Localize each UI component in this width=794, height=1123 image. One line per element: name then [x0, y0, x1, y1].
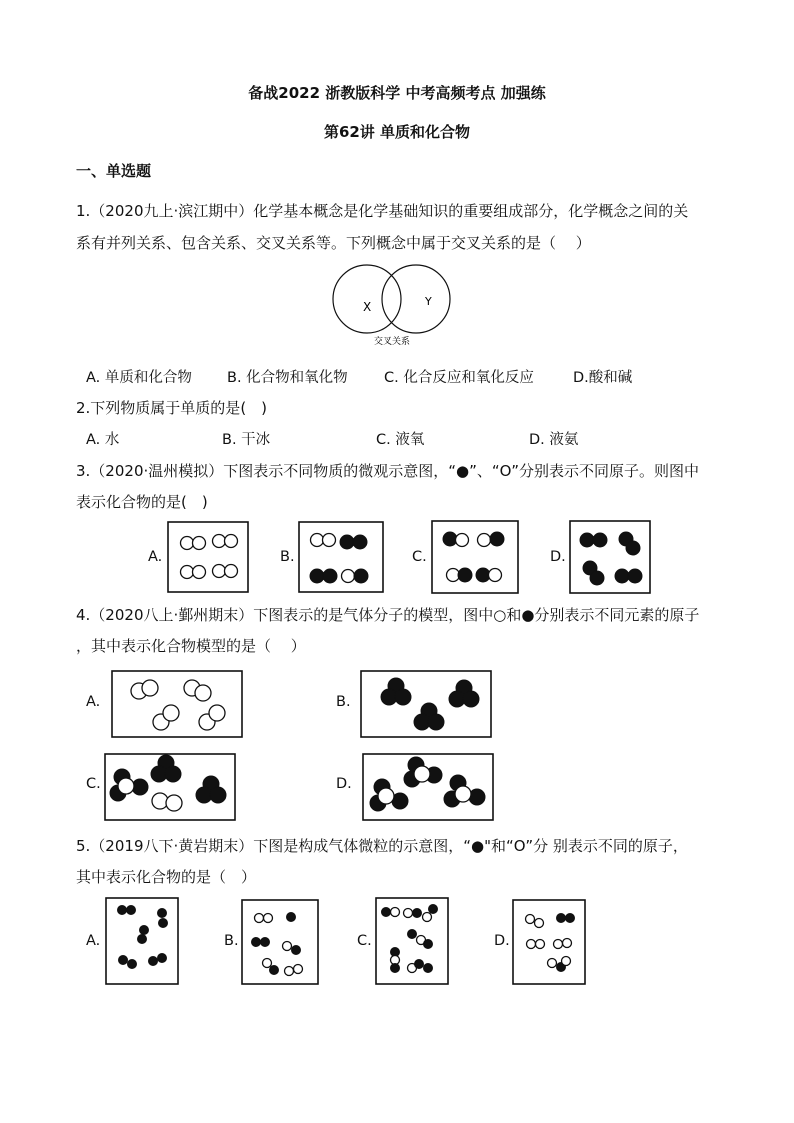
q5-label-b[interactable]: B. [224, 933, 239, 949]
q4-figure-a[interactable] [111, 670, 243, 738]
q5-figure-a[interactable] [105, 897, 179, 985]
q5-figure-d[interactable] [512, 899, 586, 985]
q3-label-c[interactable]: C. [412, 549, 427, 565]
q5-stem-line1: 5.（2019八下·黄岩期末）下图是构成气体微粒的示意图，“●"和“O”分 别表示不同的原子， [76, 837, 688, 855]
q3-label-b[interactable]: B. [280, 549, 295, 565]
q5-figure-c[interactable] [375, 897, 449, 985]
q1-option-a[interactable]: A. 单质和化合物 [86, 370, 192, 386]
q5-label-a[interactable]: A. [86, 933, 101, 949]
q5-figure-b[interactable] [241, 899, 319, 985]
q5-label-c[interactable]: C. [357, 933, 372, 949]
q2-option-d[interactable]: D. 液氨 [529, 432, 579, 448]
q2-option-c[interactable]: C. 液氧 [376, 432, 425, 448]
q4-figure-d[interactable] [362, 753, 494, 821]
section-heading: 一、单选题 [76, 162, 152, 180]
q4-label-b[interactable]: B. [336, 694, 351, 710]
q3-stem-line2: 表示化合物的是( ) [76, 493, 208, 511]
q2-stem: 2.下列物质属于单质的是( ) [76, 399, 268, 417]
q2-option-a[interactable]: A. 水 [86, 432, 120, 448]
q1-option-c[interactable]: C. 化合反应和氧化反应 [384, 370, 534, 386]
q5-label-d[interactable]: D. [494, 933, 510, 949]
q3-figure-d[interactable] [569, 520, 651, 594]
q1-option-d[interactable]: D.酸和碱 [573, 370, 633, 386]
venn-label-y: Y [425, 295, 432, 308]
q1-option-b[interactable]: B. 化合物和氧化物 [227, 370, 348, 386]
q3-figure-b[interactable] [298, 521, 384, 593]
q1-stem-line1: 1.（2020九上·滨江期中）化学基本概念是化学基础知识的重要组成部分，化学概念之间的关 [76, 202, 689, 220]
q5-stem-line2: 其中表示化合物的是（ ） [76, 868, 257, 886]
q3-stem-line1: 3.（2020·温州模拟）下图表示不同物质的微观示意图，“●”、“O”分别表示不同原子。则图中 [76, 462, 699, 480]
document-title: 备战2022 浙教版科学 中考高频考点 加强练 [248, 84, 546, 102]
q3-label-d[interactable]: D. [550, 549, 566, 565]
lecture-subtitle: 第62讲 单质和化合物 [323, 123, 471, 141]
q3-label-a[interactable]: A. [148, 549, 163, 565]
q4-stem-line2: ，其中表示化合物模型的是（ ） [76, 637, 306, 655]
q3-figure-c[interactable] [431, 520, 519, 594]
q4-label-a[interactable]: A. [86, 694, 101, 710]
venn-label-x: X [363, 300, 372, 314]
q3-figure-a[interactable] [167, 521, 249, 593]
venn-diagram [330, 262, 460, 352]
q1-stem-line2: 系有并列关系、包含关系、交叉关系等。下列概念中属于交叉关系的是（ ） [76, 234, 591, 252]
q4-figure-b[interactable] [360, 670, 492, 738]
q4-label-c[interactable]: C. [86, 776, 101, 792]
q2-option-b[interactable]: B. 干冰 [222, 432, 271, 448]
venn-caption: 交叉关系 [374, 337, 411, 347]
q4-stem-line1: 4.（2020八上·鄞州期末）下图表示的是气体分子的模型，图中○和●分别表示不同元素的原子 [76, 606, 700, 624]
q4-label-d[interactable]: D. [336, 776, 352, 792]
q4-figure-c[interactable] [104, 753, 236, 821]
